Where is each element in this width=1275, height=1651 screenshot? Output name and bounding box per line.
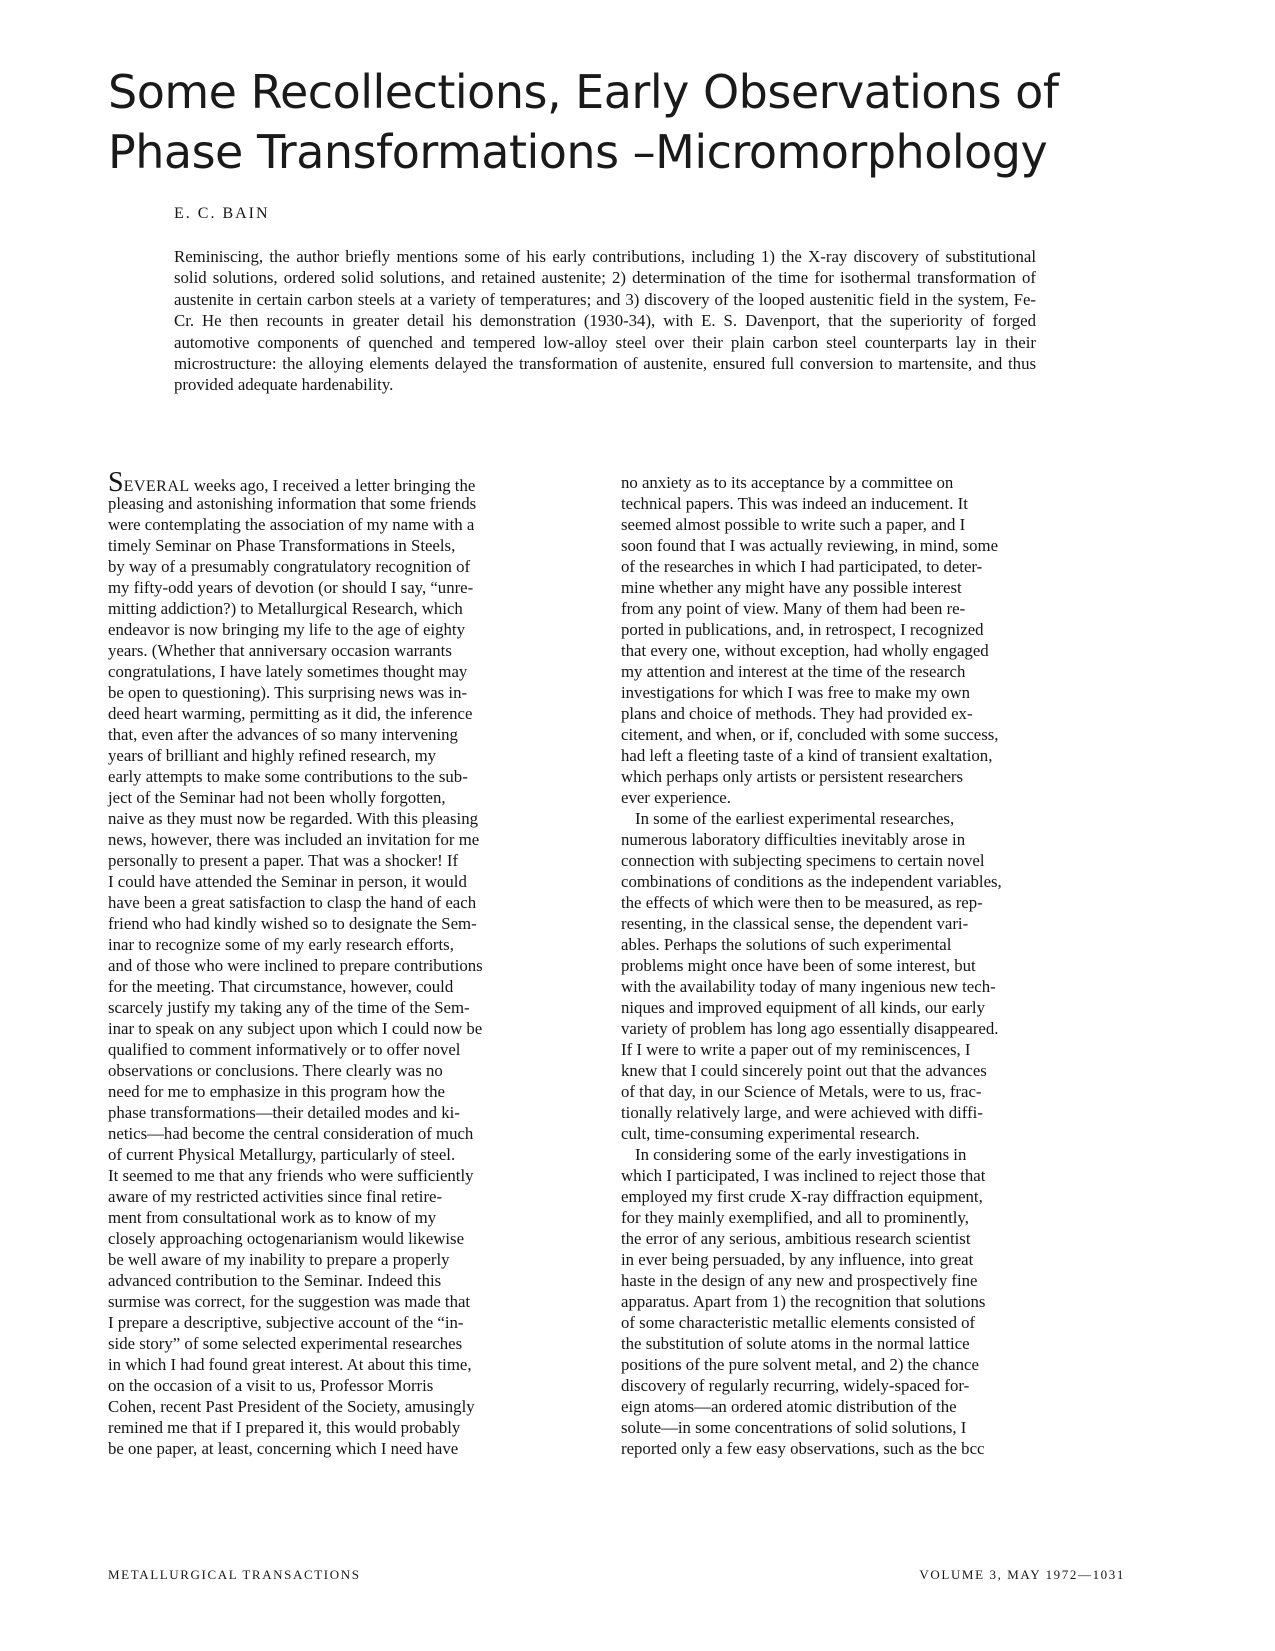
body-text-line: ject of the Seminar had not been wholly forgotten,	[108, 788, 446, 807]
abstract: Reminiscing, the author briefly mentions some of his early contributions, including 1) the X-ray discovery of substitutional solid solutions, ordered solid solutions, and retained austenite; 2) determination of the time for isothermal transformation of austenite in certain carbon steels at a variety of temperatures; and 3) discovery of the looped austenitic field in the system, Fe-Cr. He then recounts in greater detail his demonstration (1930-34), with E. S. Davenport, that the superiority of forged automotive components of quenched and tempered low-alloy steel over their plain carbon steel counterparts lay in their microstructure: the alloying elements delayed the transformation of austenite, ensured full conversion to martensite, and thus provided adequate hardenability.	[174, 247, 1036, 395]
body-text-line: It seemed to me that any friends who were sufficiently	[108, 1166, 474, 1185]
body-text-line: friend who had kindly wished so to designate the Sem-	[108, 914, 477, 933]
author-name: E. C. BAIN	[174, 205, 270, 222]
body-text-line: of the researches in which I had participated, to deter-	[621, 557, 983, 576]
body-left-column	[108, 467, 598, 1459]
paragraph	[621, 472, 1121, 808]
body-text-line: years. (Whether that anniversary occasion warrants	[108, 641, 452, 660]
body-text-line: employed my first crude X-ray diffraction equipment,	[621, 1187, 983, 1206]
body-text-line: I could have attended the Seminar in person, it would	[108, 872, 467, 891]
body-text-line: seemed almost possible to write such a paper, and I	[621, 515, 966, 534]
body-text-line: citement, and when, or if, concluded with some success,	[621, 725, 999, 744]
body-text-line: solute—in some concentrations of solid solutions, I	[621, 1418, 967, 1437]
body-text-line: endeavor is now bringing my life to the age of eighty	[108, 620, 465, 639]
body-text-line: for they mainly exemplified, and all to prominently,	[621, 1208, 969, 1227]
first-word-rest: EVERAL	[123, 478, 190, 495]
body-text-line: mine whether any might have any possible interest	[621, 578, 962, 597]
body-text-line: for the meeting. That circumstance, however, could	[108, 977, 454, 996]
title-line-1: Some Recollections, Early Observations of	[108, 65, 1059, 119]
body-text-line: observations or conclusions. There clearly was no	[108, 1061, 443, 1080]
body-text-line: closely approaching octogenarianism would likewise	[108, 1229, 465, 1248]
body-text-line: haste in the design of any new and prospectively fine	[621, 1271, 978, 1290]
body-text-line: problems might once have been of some interest, but	[621, 956, 976, 975]
body-text-line: deed heart warming, permitting as it did, the inference	[108, 704, 473, 723]
paragraph	[621, 808, 1121, 1144]
body-text-line: congratulations, I have lately sometimes thought may	[108, 662, 468, 681]
body-text-line: news, however, there was included an invitation for me	[108, 830, 480, 849]
body-text-line: by way of a presumably congratulatory recognition of	[108, 557, 471, 576]
body-text-line: be well aware of my inability to prepare a properly	[108, 1250, 450, 1269]
body-text-line: apparatus. Apart from 1) the recognition that solutions	[621, 1292, 986, 1311]
body-text-line: of that day, in our Science of Metals, were to us, frac-	[621, 1082, 982, 1101]
body-text-line: discovery of regularly recurring, widely-spaced for-	[621, 1376, 970, 1395]
first-line-rest: weeks ago, I received a letter bringing the	[189, 476, 476, 495]
body-text-line: my attention and interest at the time of the research	[621, 662, 966, 681]
body-text-line: with the availability today of many ingenious new tech-	[621, 977, 996, 996]
body-text-line: which I participated, I was inclined to reject those that	[621, 1166, 986, 1185]
body-text-line: the substitution of solute atoms in the normal lattice	[621, 1334, 970, 1353]
body-text-line: remined me that if I prepared it, this would probably	[108, 1418, 461, 1437]
body-text-line: positions of the pure solvent metal, and 2) the chance	[621, 1355, 979, 1374]
body-text-line: be open to questioning). This surprising news was in-	[108, 683, 468, 702]
body-text-line: personally to present a paper. That was a shocker! If	[108, 851, 459, 870]
body-text-line: were contemplating the association of my name with a	[108, 515, 475, 534]
body-text-line: resenting, in the classical sense, the dependent vari-	[621, 914, 969, 933]
body-text-line: that, even after the advances of so many intervening	[108, 725, 458, 744]
body-text-line: be one paper, at least, concerning which I need have	[108, 1439, 459, 1458]
body-text-line: Cohen, recent Past President of the Society, amusingly	[108, 1397, 475, 1416]
body-text-line: investigations for which I was free to make my own	[621, 683, 971, 702]
body-text-line: variety of problem has long ago essentially disappeared.	[621, 1019, 999, 1038]
body-text-line: qualified to comment informatively or to offer novel	[108, 1040, 461, 1059]
body-text-line: that every one, without exception, had wholly engaged	[621, 641, 989, 660]
body-text-line: need for me to emphasize in this program how the	[108, 1082, 445, 1101]
paragraph	[621, 1144, 1121, 1459]
body-text-line: plans and choice of methods. They had provided ex-	[621, 704, 973, 723]
body-text-line: advanced contribution to the Seminar. Indeed this	[108, 1271, 442, 1290]
body-text-line: ables. Perhaps the solutions of such experimental	[621, 935, 952, 954]
body-text-line: phase transformations—their detailed modes and ki-	[108, 1103, 460, 1122]
body-text-line: eign atoms—an ordered atomic distribution of the	[621, 1397, 957, 1416]
body-text-line: numerous laboratory difficulties inevitably arose in	[621, 830, 966, 849]
body-text-line: tionally relatively large, and were achieved with diffi-	[621, 1103, 983, 1122]
body-text-line: aware of my restricted activities since final retire-	[108, 1187, 443, 1206]
footer-volume-page: VOLUME 3, MAY 1972—1031	[919, 1567, 1125, 1582]
body-text-line: my fifty-odd years of devotion (or should I say, “unre-	[108, 578, 474, 597]
body-text-line: which perhaps only artists or persistent researchers	[621, 767, 964, 786]
body-text-line: side story” of some selected experimental researches	[108, 1334, 463, 1353]
left-column-lines	[108, 493, 598, 1459]
body-text-line: the error of any serious, ambitious research scientist	[621, 1229, 971, 1248]
body-text-line: of current Physical Metallurgy, particularly of steel.	[108, 1145, 456, 1164]
body-text-line: on the occasion of a visit to us, Professor Morris	[108, 1376, 434, 1395]
title-line-2: Phase Transformations –Micromorphology	[108, 125, 1048, 179]
body-text-line: timely Seminar on Phase Transformations in Steels,	[108, 536, 456, 555]
body-text-line: early attempts to make some contributions to the sub-	[108, 767, 468, 786]
body-text-line: mitting addiction?) to Metallurgical Research, which	[108, 599, 463, 618]
body-text-line: inar to recognize some of my early research efforts,	[108, 935, 454, 954]
body-text-line: surmise was correct, for the suggestion was made that	[108, 1292, 471, 1311]
body-text-line: of some characteristic metallic elements consisted of	[621, 1313, 976, 1332]
body-text-line: inar to speak on any subject upon which I could now be	[108, 1019, 483, 1038]
body-text-line: In considering some of the early investigations in	[635, 1145, 967, 1164]
body-text-line: netics—had become the central consideration of much	[108, 1124, 474, 1143]
body-text-line: cult, time-consuming experimental research.	[621, 1124, 920, 1143]
body-text-line: If I were to write a paper out of my reminiscences, I	[621, 1040, 971, 1059]
first-line	[108, 467, 598, 498]
body-text-line: and of those who were inclined to prepare contributions	[108, 956, 483, 975]
body-right-column	[621, 472, 1121, 1459]
body-text-line: in ever being persuaded, by any influence, into great	[621, 1250, 974, 1269]
body-text-line: no anxiety as to its acceptance by a committee on	[621, 473, 954, 492]
body-text-line: connection with subjecting specimens to certain novel	[621, 851, 985, 870]
body-text-line: technical papers. This was indeed an inducement. It	[621, 494, 968, 513]
body-text-line: naive as they must now be regarded. With this pleasing	[108, 809, 478, 828]
body-text-line: scarcely justify my taking any of the time of the Sem-	[108, 998, 470, 1017]
article-title	[108, 62, 1148, 182]
body-text-line: in which I had found great interest. At about this time,	[108, 1355, 472, 1374]
body-text-line: niques and improved equipment of all kinds, our early	[621, 998, 985, 1017]
body-text-line: pleasing and astonishing information that some friends	[108, 494, 477, 513]
dropcap: S	[108, 467, 124, 498]
body-text-line: have been a great satisfaction to clasp the hand of each	[108, 893, 477, 912]
body-text-line: reported only a few easy observations, such as the bcc	[621, 1439, 985, 1458]
body-text-line: ported in publications, and, in retrospect, I recognized	[621, 620, 984, 639]
body-text-line: from any point of view. Many of them had been re-	[621, 599, 966, 618]
body-text-line: knew that I could sincerely point out that the advances	[621, 1061, 987, 1080]
body-text-line: had left a fleeting taste of a kind of transient exaltation,	[621, 746, 993, 765]
body-text-line: soon found that I was actually reviewing, in mind, some	[621, 536, 999, 555]
body-text-line: I prepare a descriptive, subjective account of the “in-	[108, 1313, 464, 1332]
body-text-line: ever experience.	[621, 788, 731, 807]
body-text-line: years of brilliant and highly refined research, my	[108, 746, 437, 765]
footer-journal: METALLURGICAL TRANSACTIONS	[108, 1567, 361, 1582]
body-text-line: ment from consultational work as to know of my	[108, 1208, 437, 1227]
body-text-line: combinations of conditions as the independent variables,	[621, 872, 1002, 891]
body-text-line: In some of the earliest experimental researches,	[635, 809, 955, 828]
body-text-line: the effects of which were then to be measured, as rep-	[621, 893, 983, 912]
